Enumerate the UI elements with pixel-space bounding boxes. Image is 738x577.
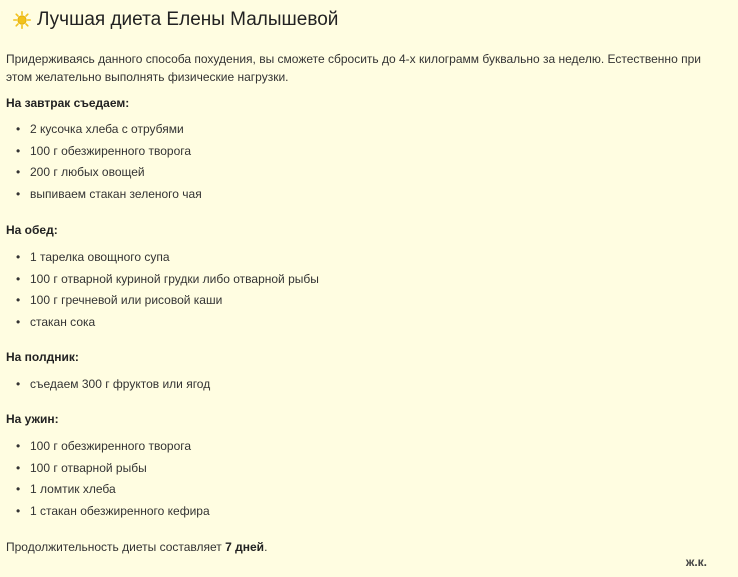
page-title: Лучшая диета Елены Малышевой bbox=[37, 9, 339, 30]
bullet-icon: • bbox=[16, 460, 21, 475]
list-item-text: 100 г гречневой или рисовой каши bbox=[30, 293, 223, 308]
duration-label: Продолжительность диеты составляет bbox=[6, 540, 226, 554]
bullet-icon: • bbox=[16, 165, 21, 180]
list-item-text: 1 стакан обезжиренного кефира bbox=[30, 503, 210, 518]
title-row bbox=[13, 7, 338, 33]
bullet-icon: • bbox=[16, 250, 21, 264]
list-item bbox=[16, 436, 210, 458]
sun-icon bbox=[13, 11, 31, 29]
list-item-text: 100 г отварной куриной грудки либо отварной рыбы bbox=[30, 271, 319, 286]
breakfast-list bbox=[16, 119, 202, 205]
list-item-text: 1 ломтик хлеба bbox=[30, 482, 116, 497]
list-item-text: 2 кусочка хлеба с отрубями bbox=[30, 122, 184, 136]
list-item-text: 200 г любых овощей bbox=[30, 165, 145, 180]
bullet-icon: • bbox=[16, 482, 21, 497]
list-item-text: 1 тарелка овощного супа bbox=[30, 250, 170, 264]
list-item bbox=[16, 141, 202, 163]
bullet-icon: • bbox=[16, 293, 21, 308]
duration-value: 7 дней bbox=[225, 540, 265, 554]
duration-text bbox=[6, 540, 267, 554]
list-item bbox=[16, 312, 319, 334]
intro-paragraph: Придерживаясь данного способа похудения, вы сможете сбросить до 4-х килограмм буквально за неделю. Естественно при этом желательно выполнять физические нагрузки. bbox=[6, 52, 701, 84]
snack-heading: На полдник: bbox=[6, 350, 79, 364]
list-item-text: 100 г обезжиренного творога bbox=[30, 439, 192, 453]
bullet-icon: • bbox=[16, 271, 21, 286]
list-item bbox=[16, 458, 210, 480]
list-item-text: стакан сока bbox=[30, 314, 96, 329]
snack-list bbox=[16, 374, 210, 396]
lunch-heading: На обед: bbox=[6, 223, 58, 237]
bullet-icon: • bbox=[16, 439, 21, 453]
dinner-list bbox=[16, 436, 210, 522]
breakfast-heading: На завтрак съедаем: bbox=[6, 96, 130, 110]
bullet-icon: • bbox=[16, 186, 21, 201]
list-item bbox=[16, 184, 202, 206]
bullet-icon: • bbox=[16, 314, 21, 329]
bullet-icon: • bbox=[16, 503, 21, 518]
list-item bbox=[16, 501, 210, 523]
dinner-heading: На ужин: bbox=[6, 412, 59, 426]
list-item-text: 100 г обезжиренного творога bbox=[30, 143, 192, 158]
list-item bbox=[16, 269, 319, 291]
bullet-icon: • bbox=[16, 143, 21, 158]
lunch-list bbox=[16, 247, 319, 333]
list-item bbox=[16, 247, 319, 269]
list-item bbox=[16, 374, 210, 396]
list-item bbox=[16, 162, 202, 184]
list-item-text: выпиваем стакан зеленого чая bbox=[30, 186, 202, 201]
list-item-text: 100 г отварной рыбы bbox=[30, 460, 147, 475]
bullet-icon: • bbox=[16, 377, 21, 391]
bullet-icon: • bbox=[16, 122, 21, 136]
author-signature: ж.к. bbox=[685, 555, 707, 569]
duration-end: . bbox=[264, 540, 268, 554]
list-item-text: съедаем 300 г фруктов или ягод bbox=[30, 377, 211, 391]
list-item bbox=[16, 119, 202, 141]
list-item bbox=[16, 290, 319, 312]
list-item bbox=[16, 479, 210, 501]
